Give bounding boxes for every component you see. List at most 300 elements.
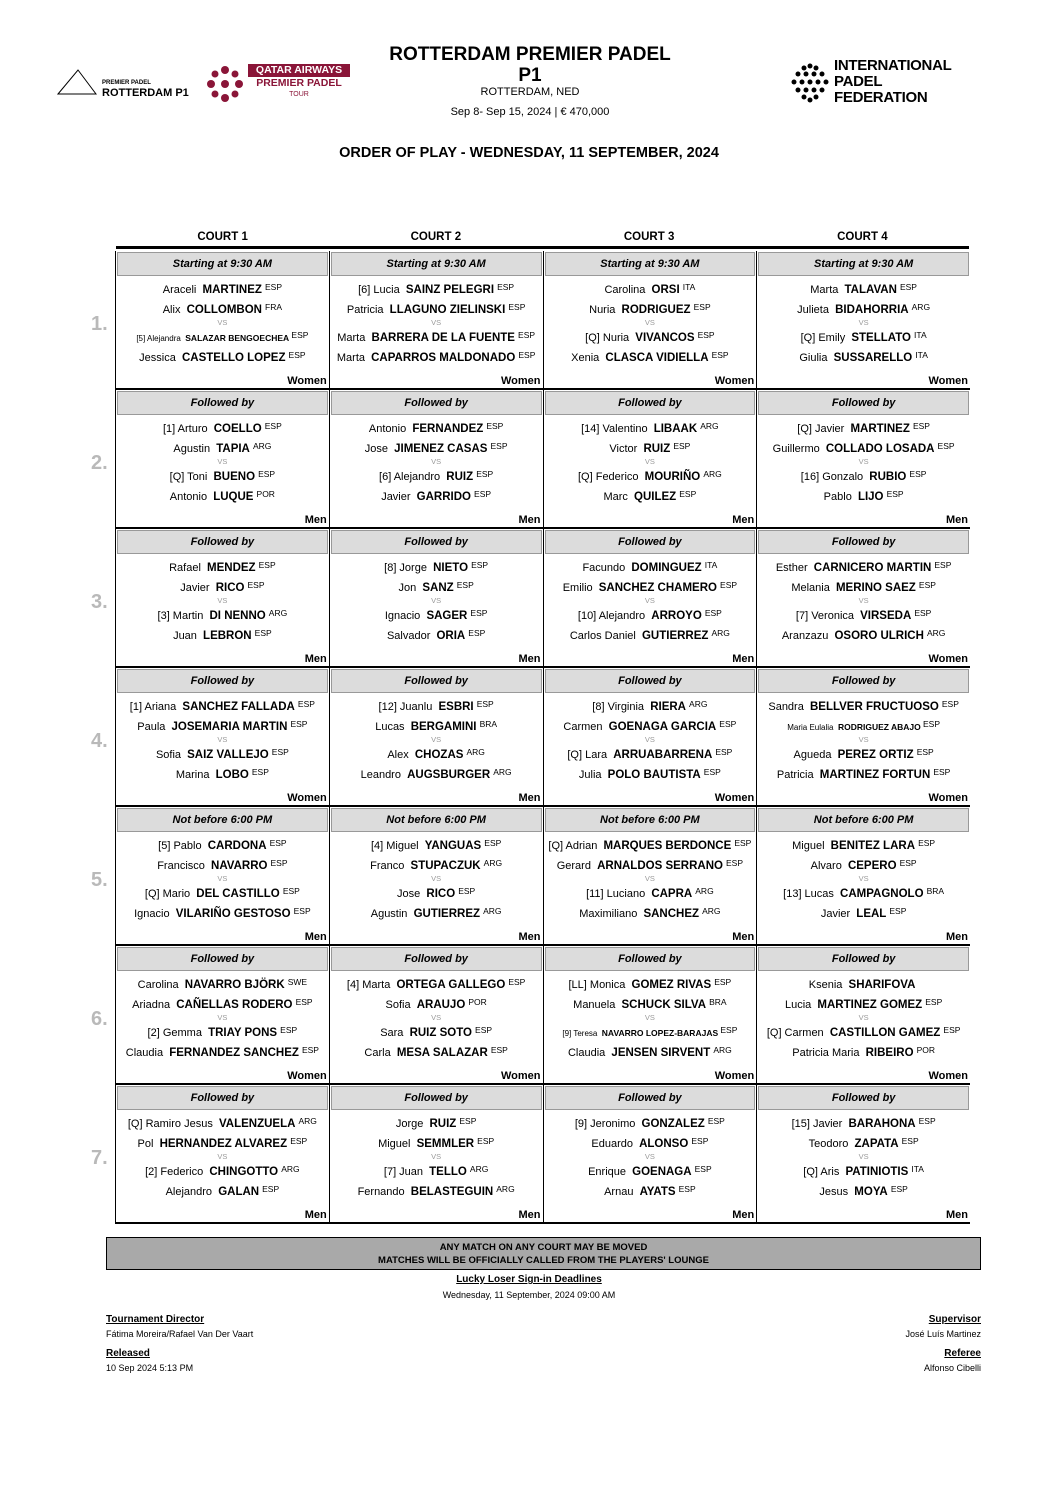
- player-first-name: Francisco: [157, 860, 205, 872]
- vs-label: VS: [858, 457, 869, 466]
- player-nationality: ESP: [912, 421, 930, 431]
- schedule-row: [91, 946, 970, 1085]
- player-entry: [544, 418, 757, 438]
- vs-label: VS: [431, 1013, 442, 1022]
- match-cell: [329, 668, 543, 807]
- player-nationality: ESP: [889, 906, 907, 916]
- player-entry: [330, 974, 543, 994]
- match-category: Women: [714, 1070, 755, 1082]
- player-first-name: Lucas: [375, 721, 405, 733]
- player-first-name: Patricia: [776, 769, 814, 781]
- player-first-name: Alex: [387, 749, 409, 761]
- player-surname: ARAUJO: [416, 999, 466, 1011]
- schedule-top-rule: [116, 246, 969, 249]
- player-surname: RIBEIRO: [865, 1047, 914, 1059]
- player-nationality: ESP: [901, 1136, 919, 1146]
- player-surname: CAMPAGNOLO: [840, 888, 924, 900]
- player-entry: [544, 764, 757, 784]
- player-entry: [330, 327, 543, 347]
- player-first-name: [4] Miguel: [370, 840, 419, 852]
- player-entry: [544, 557, 757, 577]
- player-surname: CEPERO: [847, 860, 897, 872]
- match-players: [757, 974, 970, 1062]
- player-surname: LLAGUNO ZIELINSKI: [389, 304, 506, 316]
- player-nationality: ESP: [720, 1025, 738, 1035]
- player-nationality: ESP: [943, 1025, 961, 1035]
- court-header: COURT 3: [623, 231, 675, 243]
- match-time-slot: Followed by: [758, 669, 969, 693]
- player-entry: [116, 696, 329, 716]
- player-nationality: ESP: [937, 441, 955, 451]
- match-category: Men: [304, 931, 327, 943]
- player-first-name: [Q] Ramiro Jesus: [127, 1118, 213, 1130]
- player-nationality: ESP: [933, 767, 951, 777]
- player-entry: [330, 716, 543, 736]
- court-header: COURT 4: [837, 231, 888, 243]
- player-first-name: Jesus: [819, 1186, 849, 1198]
- match-players: [544, 696, 757, 784]
- player-surname: MOYA: [854, 1186, 888, 1198]
- player-first-name: [9] Jeronimo: [574, 1118, 636, 1130]
- player-surname: NAVARRO LOPEZ-BARAJAS: [601, 1028, 719, 1038]
- match-category: Women: [287, 1070, 327, 1082]
- player-entry: [330, 1161, 543, 1181]
- player-entry: [116, 903, 329, 923]
- player-surname: SUSSARELLO: [833, 352, 913, 364]
- player-first-name: Carmen: [563, 721, 603, 733]
- player-surname: SANCHEZ FALLADA: [182, 701, 295, 713]
- match-players: [116, 835, 329, 923]
- tournament-dates-prize: Sep 8- Sep 15, 2024 | € 470,000: [450, 106, 610, 118]
- player-surname: JIMENEZ CASAS: [394, 443, 488, 455]
- tournament-location: ROTTERDAM, NED: [480, 86, 580, 98]
- tournament-title: ROTTERDAM PREMIER PADEL P1: [389, 44, 671, 86]
- player-entry: [544, 1113, 757, 1133]
- player-entry: [116, 1161, 329, 1181]
- player-surname: AYATS: [639, 1186, 676, 1198]
- match-category: Men: [304, 514, 327, 526]
- court-headers: [116, 231, 969, 243]
- player-first-name: Jessica: [139, 352, 176, 364]
- vs-label: VS: [858, 1152, 869, 1161]
- player-nationality: ESP: [291, 330, 309, 340]
- player-surname: NAVARRO BJÖRK: [184, 979, 285, 991]
- player-nationality: ARG: [703, 469, 722, 479]
- player-surname: SANCHEZ CHAMERO: [598, 582, 717, 594]
- player-surname: GOMEZ RIVAS: [631, 979, 712, 991]
- player-surname: MERINO SAEZ: [835, 582, 916, 594]
- match-time-slot: Starting at 9:30 AM: [545, 252, 756, 276]
- match-cell: [543, 668, 757, 807]
- player-entry: [116, 994, 329, 1014]
- match-category: Women: [714, 375, 755, 387]
- player-surname: NIETO: [433, 562, 469, 574]
- match-players: [757, 418, 970, 506]
- player-nationality: ARG: [713, 1045, 732, 1055]
- player-entry: [116, 299, 329, 319]
- player-nationality: ESP: [715, 747, 733, 757]
- player-nationality: ARG: [702, 906, 721, 916]
- player-entry: [757, 486, 970, 506]
- player-entry: [116, 557, 329, 577]
- schedule-row: [91, 529, 970, 668]
- match-category: Women: [287, 792, 327, 804]
- player-nationality: BRA: [709, 997, 727, 1007]
- player-entry: [330, 466, 543, 486]
- match-category: Women: [928, 375, 968, 387]
- player-entry: [116, 466, 329, 486]
- player-first-name: [10] Alejandro: [577, 610, 646, 622]
- player-nationality: ESP: [490, 1045, 508, 1055]
- match-time-slot: Followed by: [545, 1086, 756, 1110]
- vs-label: VS: [644, 318, 655, 327]
- player-surname: LEBRON: [203, 630, 252, 642]
- player-first-name: Paula: [137, 721, 166, 733]
- player-first-name: [Q] Adrian: [548, 840, 598, 852]
- player-first-name: Gerard: [556, 860, 591, 872]
- player-surname: CAÑELLAS RODERO: [176, 999, 293, 1011]
- player-first-name: [16] Gonzalo: [800, 471, 864, 483]
- player-nationality: ESP: [271, 747, 289, 757]
- player-nationality: ESP: [508, 977, 526, 987]
- player-surname: CHOZAS: [414, 749, 464, 761]
- player-surname: MARTINEZ: [850, 423, 910, 435]
- player-entry: [757, 327, 970, 347]
- vs-label: VS: [217, 1152, 228, 1161]
- player-surname: RUIZ: [643, 443, 671, 455]
- player-first-name: Facundo: [582, 562, 626, 574]
- qatar-airways-logo: QATAR AIRWAYS PREMIER PADEL TOUR: [248, 64, 350, 99]
- player-first-name: Juan: [173, 630, 197, 642]
- player-first-name: Javier: [820, 908, 851, 920]
- player-surname: SAINZ PELEGRI: [405, 284, 495, 296]
- player-surname: YANGUAS: [424, 840, 482, 852]
- vs-label: VS: [858, 1013, 869, 1022]
- player-first-name: [7] Juan: [383, 1166, 424, 1178]
- vs-label: VS: [644, 874, 655, 883]
- match-category: Men: [946, 931, 968, 943]
- schedule-grid: [91, 251, 970, 1224]
- tournament-director: Tournament Director Fátima Moreira/Rafael Van Der Vaart: [106, 1314, 254, 1339]
- match-cell: [756, 390, 970, 529]
- referee: Referee Alfonso Cibelli: [923, 1348, 981, 1373]
- player-nationality: ESP: [678, 1184, 696, 1194]
- match-cell: [756, 1085, 970, 1224]
- player-first-name: [Q] Toni: [169, 471, 208, 483]
- player-first-name: [14] Valentino: [581, 423, 648, 435]
- match-category: Men: [732, 653, 755, 665]
- player-first-name: Julieta: [797, 304, 829, 316]
- player-first-name: Carlos Daniel: [569, 630, 636, 642]
- ipf-globe-icon: [786, 56, 832, 111]
- match-category: Men: [518, 792, 541, 804]
- player-surname: JENSEN SIRVENT: [611, 1047, 711, 1059]
- player-nationality: ARG: [926, 628, 946, 638]
- player-first-name: [1] Ariana: [129, 701, 177, 713]
- player-entry: [757, 466, 970, 486]
- player-first-name: Jose: [397, 888, 421, 900]
- match-time-slot: Not before 6:00 PM: [758, 808, 969, 832]
- player-surname: MARTINEZ: [202, 284, 262, 296]
- player-entry: [116, 486, 329, 506]
- match-time-slot: Starting at 9:30 AM: [758, 252, 969, 276]
- player-entry: [116, 327, 329, 347]
- match-cell: [756, 251, 970, 390]
- player-surname: FERNANDEZ: [412, 423, 484, 435]
- player-nationality: ESP: [497, 282, 515, 292]
- player-surname: RIERA: [650, 701, 686, 713]
- player-entry: [544, 577, 757, 597]
- player-entry: [544, 716, 757, 736]
- player-surname: SALAZAR BENGOECHEA: [185, 333, 290, 343]
- player-nationality: POR: [916, 1045, 936, 1055]
- match-time-slot: Starting at 9:30 AM: [117, 252, 328, 276]
- svg-text:PREMIER PADEL: PREMIER PADEL: [102, 80, 151, 86]
- player-nationality: ESP: [290, 1136, 308, 1146]
- player-first-name: Victor: [609, 443, 638, 455]
- player-first-name: [4] Marta: [346, 979, 391, 991]
- player-entry: [330, 625, 543, 645]
- player-surname: ESBRI: [438, 701, 474, 713]
- player-nationality: ESP: [899, 282, 917, 292]
- player-first-name: Miguel: [378, 1138, 411, 1150]
- player-surname: TAPIA: [216, 443, 250, 455]
- player-nationality: ARG: [281, 1164, 300, 1174]
- player-nationality: ESP: [475, 1025, 493, 1035]
- player-surname: COLLADO LOSADA: [825, 443, 935, 455]
- match-players: [757, 279, 970, 367]
- player-nationality: ARG: [493, 767, 512, 777]
- player-entry: [116, 577, 329, 597]
- player-nationality: ESP: [925, 997, 943, 1007]
- player-surname: STUPACZUK: [410, 860, 481, 872]
- vs-label: VS: [431, 596, 442, 605]
- player-first-name: Araceli: [162, 284, 197, 296]
- player-first-name: [8] Virginia: [592, 701, 645, 713]
- player-surname: SAGER: [426, 610, 468, 622]
- player-surname: SEMMLER: [416, 1138, 475, 1150]
- player-entry: [116, 347, 329, 367]
- player-nationality: ARG: [298, 1116, 317, 1126]
- player-first-name: Emilio: [562, 582, 593, 594]
- player-entry: [757, 557, 970, 577]
- player-entry: [116, 716, 329, 736]
- player-first-name: Jon: [398, 582, 417, 594]
- player-surname: CAPRA: [651, 888, 693, 900]
- match-cell: [329, 390, 543, 529]
- match-cell: [543, 529, 757, 668]
- match-time-slot: Not before 6:00 PM: [545, 808, 756, 832]
- vs-label: VS: [858, 874, 869, 883]
- player-entry: [757, 418, 970, 438]
- player-first-name: Franco: [370, 860, 405, 872]
- player-entry: [330, 1042, 543, 1062]
- match-cell: [543, 390, 757, 529]
- row-number: 4.: [91, 730, 108, 752]
- player-surname: BELLVER FRUCTUOSO: [809, 701, 939, 713]
- player-entry: [757, 974, 970, 994]
- match-players: [116, 279, 329, 367]
- player-surname: STELLATO: [851, 332, 911, 344]
- player-entry: [544, 903, 757, 923]
- player-surname: VILARIÑO GESTOSO: [175, 908, 291, 920]
- match-category: Women: [287, 375, 327, 387]
- player-first-name: [1] Arturo: [162, 423, 208, 435]
- player-first-name: Alejandro: [165, 1186, 213, 1198]
- player-entry: [757, 883, 970, 903]
- vs-label: VS: [217, 1013, 228, 1022]
- player-first-name: Esther: [775, 562, 808, 574]
- player-nationality: ESP: [476, 699, 494, 709]
- player-entry: [116, 1113, 329, 1133]
- player-entry: [116, 974, 329, 994]
- row-number: 2.: [91, 452, 108, 474]
- match-cell: [115, 251, 329, 390]
- player-surname: QUILEZ: [634, 491, 677, 503]
- player-surname: SAIZ VALLEJO: [187, 749, 269, 761]
- player-first-name: Claudia: [125, 1047, 164, 1059]
- player-entry: [757, 1133, 970, 1153]
- match-category: Women: [714, 792, 755, 804]
- vs-label: VS: [858, 596, 869, 605]
- player-first-name: Sofia: [155, 749, 182, 761]
- player-first-name: Javier: [381, 491, 411, 503]
- match-time-slot: Followed by: [758, 1086, 969, 1110]
- match-players: [116, 974, 329, 1062]
- match-time-slot: Followed by: [331, 530, 542, 554]
- player-first-name: Marc: [603, 491, 628, 503]
- match-time-slot: Followed by: [331, 1086, 542, 1110]
- player-first-name: Lucia: [784, 999, 812, 1011]
- player-nationality: ESP: [459, 1116, 477, 1126]
- player-nationality: FRA: [265, 302, 283, 312]
- player-entry: [544, 744, 757, 764]
- player-nationality: ESP: [673, 441, 691, 451]
- player-nationality: ESP: [508, 302, 526, 312]
- player-nationality: ESP: [280, 1025, 298, 1035]
- match-cell: [115, 807, 329, 946]
- row-number: 7.: [91, 1147, 108, 1169]
- player-entry: [757, 1022, 970, 1042]
- player-surname: SCHUCK SILVA: [621, 999, 707, 1011]
- player-surname: AUGSBURGER: [407, 769, 491, 781]
- match-time-slot: Followed by: [331, 391, 542, 415]
- match-category: Men: [304, 653, 327, 665]
- player-first-name: Marta: [337, 332, 366, 344]
- player-nationality: ESP: [918, 838, 936, 848]
- lucky-loser-deadline: Wednesday, 11 September, 2024 09:00 AM: [442, 1290, 616, 1300]
- player-nationality: ESP: [471, 560, 489, 570]
- player-entry: [330, 1181, 543, 1201]
- player-entry: [544, 855, 757, 875]
- player-entry: [544, 605, 757, 625]
- match-time-slot: Followed by: [758, 391, 969, 415]
- player-nationality: ESP: [293, 906, 311, 916]
- player-entry: [757, 835, 970, 855]
- player-nationality: ESP: [693, 302, 711, 312]
- player-surname: MOURIÑO: [644, 471, 701, 483]
- player-entry: [544, 299, 757, 319]
- player-entry: [757, 299, 970, 319]
- player-nationality: ARG: [466, 747, 485, 757]
- player-nationality: ESP: [468, 628, 486, 638]
- player-nationality: ESP: [458, 886, 476, 896]
- supervisor: Supervisor José Luís Martinez: [905, 1314, 981, 1339]
- vs-label: VS: [217, 874, 228, 883]
- player-surname: MARTINEZ FORTUN: [819, 769, 931, 781]
- player-nationality: ESP: [474, 489, 492, 499]
- player-entry: [544, 974, 757, 994]
- player-nationality: BRA: [479, 719, 498, 729]
- player-entry: [757, 347, 970, 367]
- player-entry: [116, 764, 329, 784]
- player-entry: [757, 625, 970, 645]
- player-surname: ARROYO: [651, 610, 702, 622]
- match-players: [330, 279, 543, 367]
- player-surname: ORIA: [436, 630, 466, 642]
- player-nationality: ESP: [703, 767, 721, 777]
- player-surname: TELLO: [429, 1166, 467, 1178]
- player-nationality: ARG: [911, 302, 931, 312]
- match-category: Women: [928, 1070, 968, 1082]
- player-surname: GARRIDO: [416, 491, 471, 503]
- player-entry: [330, 418, 543, 438]
- player-nationality: POR: [256, 489, 275, 499]
- player-nationality: ESP: [470, 608, 488, 618]
- player-entry: [116, 438, 329, 458]
- player-nationality: ITA: [911, 1164, 924, 1174]
- vs-label: VS: [858, 318, 869, 327]
- player-surname: BELASTEGUIN: [410, 1186, 494, 1198]
- match-category: Men: [732, 931, 755, 943]
- player-surname: VIRSEDA: [860, 610, 912, 622]
- player-first-name: [6] Lucia: [358, 284, 400, 296]
- player-first-name: Enrique: [588, 1166, 627, 1178]
- player-first-name: Pol: [137, 1138, 154, 1150]
- match-players: [116, 418, 329, 506]
- player-surname: NAVARRO: [211, 860, 268, 872]
- player-first-name: Jose: [364, 443, 388, 455]
- player-first-name: Carolina: [137, 979, 179, 991]
- player-surname: POLO BAUTISTA: [607, 769, 701, 781]
- match-category: Men: [946, 1209, 968, 1221]
- player-first-name: Teodoro: [808, 1138, 849, 1150]
- player-entry: [330, 835, 543, 855]
- player-nationality: ESP: [916, 747, 934, 757]
- player-nationality: ESP: [734, 838, 752, 848]
- player-surname: LIBAAK: [653, 423, 698, 435]
- match-time-slot: Starting at 9:30 AM: [331, 252, 542, 276]
- match-time-slot: Followed by: [117, 391, 328, 415]
- player-surname: CARNICERO MARTIN: [813, 562, 932, 574]
- match-cell: [543, 1085, 757, 1224]
- match-players: [330, 418, 543, 506]
- player-first-name: Rafael: [169, 562, 201, 574]
- player-surname: ORTEGA GALLEGO: [396, 979, 506, 991]
- match-cell: [329, 1085, 543, 1224]
- player-surname: CARDONA: [207, 840, 267, 852]
- player-surname: MARQUES BERDONCE: [603, 840, 732, 852]
- player-surname: RUIZ SOTO: [409, 1027, 472, 1039]
- player-first-name: Alvaro: [810, 860, 842, 872]
- player-surname: RODRIGUEZ ABAJO: [837, 722, 921, 732]
- player-first-name: [Q] Javier: [797, 423, 845, 435]
- player-first-name: Sandra: [768, 701, 804, 713]
- vs-label: VS: [217, 318, 228, 327]
- player-first-name: Maximiliano: [579, 908, 638, 920]
- player-first-name: Marta: [810, 284, 839, 296]
- player-first-name: Patricia Maria: [792, 1047, 860, 1059]
